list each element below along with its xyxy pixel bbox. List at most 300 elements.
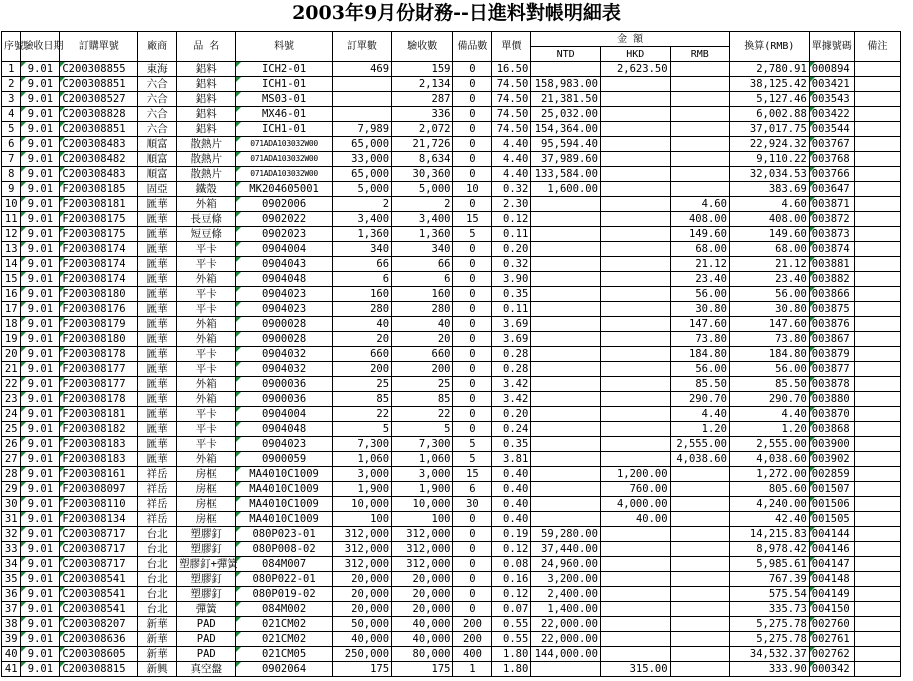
remark-cell [854, 632, 900, 647]
header-unit-price: 單價 [492, 32, 531, 62]
ntd-cell [531, 242, 601, 257]
seq-cell: 23 [2, 392, 21, 407]
remark-cell [854, 497, 900, 512]
order-qty-cell: 469 [332, 62, 391, 77]
ntd-cell [531, 197, 601, 212]
rmb-cell: 23.40 [670, 272, 729, 287]
remark-cell [854, 437, 900, 452]
table-row [2, 182, 901, 197]
table-row [2, 197, 901, 212]
remark-cell [854, 617, 900, 632]
date-cell: 9.01 [21, 437, 60, 452]
received-qty-cell: 10,000 [392, 497, 453, 512]
part-no-cell: 0904048 [236, 422, 332, 437]
order-no-cell: F200308183 [60, 452, 138, 467]
hkd-cell [600, 557, 670, 572]
converted-cell: 5,275.78 [729, 632, 809, 647]
table-row [2, 167, 901, 182]
unit-price-cell: 16.50 [492, 62, 531, 77]
header-hkd: HKD [600, 47, 670, 62]
table-row [2, 227, 901, 242]
order-no-cell: F200308180 [60, 287, 138, 302]
vendor-cell: 新華 [138, 632, 177, 647]
part-no-cell: 0900028 [236, 332, 332, 347]
vendor-cell: 台北 [138, 572, 177, 587]
date-cell: 9.01 [21, 392, 60, 407]
seq-cell: 22 [2, 377, 21, 392]
order-no-cell: F200308097 [60, 482, 138, 497]
table-row [2, 632, 901, 647]
ntd-cell [531, 662, 601, 677]
part-no-cell: 0902064 [236, 662, 332, 677]
ntd-cell [531, 422, 601, 437]
unit-price-cell: 4.40 [492, 137, 531, 152]
ntd-cell: 95,594.40 [531, 137, 601, 152]
payment-no-cell: 004146 [809, 542, 854, 557]
rmb-cell [670, 497, 729, 512]
part-no-cell: 0902023 [236, 227, 332, 242]
unit-price-cell: 0.12 [492, 212, 531, 227]
vendor-cell: 台北 [138, 527, 177, 542]
part-no-cell: 0900036 [236, 392, 332, 407]
table-row [2, 137, 901, 152]
part-no-cell: MX46-01 [236, 107, 332, 122]
date-cell: 9.01 [21, 557, 60, 572]
product-cell: 鋁料 [177, 107, 236, 122]
received-qty-cell: 2,072 [392, 122, 453, 137]
unit-price-cell: 3.42 [492, 392, 531, 407]
product-cell: 短豆條 [177, 227, 236, 242]
seq-cell: 13 [2, 242, 21, 257]
order-qty-cell [332, 107, 391, 122]
payment-no-cell: 001507 [809, 482, 854, 497]
vendor-cell: 匯華 [138, 347, 177, 362]
part-no-cell: 021CM05 [236, 647, 332, 662]
remark-cell [854, 317, 900, 332]
remark-cell [854, 377, 900, 392]
spare-qty-cell: 0 [453, 407, 492, 422]
ntd-cell [531, 212, 601, 227]
hkd-cell: 1,200.00 [600, 467, 670, 482]
table-row [2, 287, 901, 302]
unit-price-cell: 0.28 [492, 362, 531, 377]
order-qty-cell: 660 [332, 347, 391, 362]
payment-no-cell: 003873 [809, 227, 854, 242]
hkd-cell [600, 212, 670, 227]
seq-cell: 3 [2, 92, 21, 107]
table-row [2, 647, 901, 662]
product-cell: 平卡 [177, 257, 236, 272]
seq-cell: 14 [2, 257, 21, 272]
date-cell: 9.01 [21, 362, 60, 377]
date-cell: 9.01 [21, 332, 60, 347]
ntd-cell [531, 332, 601, 347]
remark-cell [854, 572, 900, 587]
hkd-cell [600, 347, 670, 362]
table-row [2, 452, 901, 467]
received-qty-cell: 1,900 [392, 482, 453, 497]
payment-no-cell: 001505 [809, 512, 854, 527]
date-cell: 9.01 [21, 482, 60, 497]
order-qty-cell: 7,989 [332, 122, 391, 137]
received-qty-cell: 1,360 [392, 227, 453, 242]
product-cell: 房框 [177, 467, 236, 482]
vendor-cell: 匯華 [138, 377, 177, 392]
vendor-cell: 匯華 [138, 422, 177, 437]
seq-cell: 26 [2, 437, 21, 452]
header-part-no: 料號 [236, 32, 332, 62]
seq-cell: 30 [2, 497, 21, 512]
unit-price-cell: 4.40 [492, 167, 531, 182]
converted-cell: 1.20 [729, 422, 809, 437]
vendor-cell: 匯華 [138, 362, 177, 377]
unit-price-cell: 0.20 [492, 242, 531, 257]
seq-cell: 24 [2, 407, 21, 422]
converted-cell: 383.69 [729, 182, 809, 197]
converted-cell: 408.00 [729, 212, 809, 227]
hkd-cell [600, 257, 670, 272]
product-cell: 平卡 [177, 437, 236, 452]
unit-price-cell: 0.24 [492, 422, 531, 437]
order-qty-cell: 10,000 [332, 497, 391, 512]
ntd-cell: 1,600.00 [531, 182, 601, 197]
hkd-cell [600, 152, 670, 167]
product-cell: 平卡 [177, 242, 236, 257]
part-no-cell: MA4010C1009 [236, 497, 332, 512]
unit-price-cell: 0.35 [492, 437, 531, 452]
ntd-cell [531, 467, 601, 482]
date-cell: 9.01 [21, 617, 60, 632]
converted-cell: 73.80 [729, 332, 809, 347]
header-rmb: RMB [670, 47, 729, 62]
ntd-cell [531, 317, 601, 332]
table-row [2, 77, 901, 92]
converted-cell: 333.90 [729, 662, 809, 677]
payment-no-cell: 004147 [809, 557, 854, 572]
spare-qty-cell: 0 [453, 362, 492, 377]
hkd-cell: 315.00 [600, 662, 670, 677]
rmb-cell [670, 662, 729, 677]
seq-cell: 32 [2, 527, 21, 542]
ntd-cell: 22,000.00 [531, 632, 601, 647]
received-qty-cell: 660 [392, 347, 453, 362]
part-no-cell: 071ADA103032W00 [236, 167, 332, 182]
spare-qty-cell: 15 [453, 212, 492, 227]
seq-cell: 16 [2, 287, 21, 302]
table-row [2, 602, 901, 617]
rmb-cell [670, 572, 729, 587]
converted-cell: 5,985.61 [729, 557, 809, 572]
rmb-cell: 2,555.00 [670, 437, 729, 452]
vendor-cell: 祥岳 [138, 482, 177, 497]
order-no-cell: C200308851 [60, 77, 138, 92]
seq-cell: 28 [2, 467, 21, 482]
order-no-cell: F200308183 [60, 437, 138, 452]
remark-cell [854, 467, 900, 482]
received-qty-cell: 100 [392, 512, 453, 527]
order-qty-cell: 20,000 [332, 602, 391, 617]
part-no-cell: 080P023-01 [236, 527, 332, 542]
order-no-cell: F200308175 [60, 227, 138, 242]
converted-cell: 5,275.78 [729, 617, 809, 632]
vendor-cell: 匯華 [138, 452, 177, 467]
rmb-cell [670, 647, 729, 662]
spare-qty-cell: 0 [453, 167, 492, 182]
hkd-cell [600, 92, 670, 107]
part-no-cell: 0902006 [236, 197, 332, 212]
table-row [2, 257, 901, 272]
unit-price-cell: 74.50 [492, 107, 531, 122]
table-row [2, 107, 901, 122]
order-no-cell: C200308717 [60, 557, 138, 572]
converted-cell: 14,215.83 [729, 527, 809, 542]
part-no-cell: 0902022 [236, 212, 332, 227]
part-no-cell: 0904004 [236, 407, 332, 422]
vendor-cell: 匯華 [138, 227, 177, 242]
table-body [2, 62, 901, 677]
spare-qty-cell: 0 [453, 152, 492, 167]
ntd-cell [531, 452, 601, 467]
rmb-cell [670, 482, 729, 497]
order-no-cell: F200308178 [60, 392, 138, 407]
received-qty-cell: 2,134 [392, 77, 453, 92]
order-no-cell: C200308541 [60, 587, 138, 602]
order-no-cell: F200308174 [60, 272, 138, 287]
rmb-cell: 73.80 [670, 332, 729, 347]
rmb-cell: 21.12 [670, 257, 729, 272]
header-spare-qty: 備品數 [453, 32, 492, 62]
vendor-cell: 匯華 [138, 287, 177, 302]
vendor-cell: 匯華 [138, 242, 177, 257]
order-qty-cell: 280 [332, 302, 391, 317]
unit-price-cell: 0.20 [492, 407, 531, 422]
spare-qty-cell: 200 [453, 617, 492, 632]
order-no-cell: C200308828 [60, 107, 138, 122]
spare-qty-cell: 0 [453, 107, 492, 122]
order-qty-cell: 65,000 [332, 137, 391, 152]
ntd-cell [531, 257, 601, 272]
hkd-cell [600, 452, 670, 467]
date-cell: 9.01 [21, 467, 60, 482]
ntd-cell: 133,584.00 [531, 167, 601, 182]
ntd-cell [531, 392, 601, 407]
order-no-cell: F200308181 [60, 407, 138, 422]
unit-price-cell: 0.16 [492, 572, 531, 587]
order-qty-cell: 312,000 [332, 557, 391, 572]
vendor-cell: 台北 [138, 557, 177, 572]
date-cell: 9.01 [21, 227, 60, 242]
date-cell: 9.01 [21, 347, 60, 362]
spare-qty-cell: 0 [453, 287, 492, 302]
payment-no-cell: 000894 [809, 62, 854, 77]
seq-cell: 15 [2, 272, 21, 287]
rmb-cell [670, 62, 729, 77]
received-qty-cell: 5 [392, 422, 453, 437]
table-row [2, 467, 901, 482]
vendor-cell: 匯華 [138, 197, 177, 212]
unit-price-cell: 0.40 [492, 497, 531, 512]
order-qty-cell: 6 [332, 272, 391, 287]
rmb-cell [670, 152, 729, 167]
seq-cell: 4 [2, 107, 21, 122]
product-cell: 平卡 [177, 287, 236, 302]
converted-cell: 147.60 [729, 317, 809, 332]
product-cell: 外箱 [177, 317, 236, 332]
part-no-cell: 084M007 [236, 557, 332, 572]
payment-no-cell: 003876 [809, 317, 854, 332]
date-cell: 9.01 [21, 152, 60, 167]
date-cell: 9.01 [21, 302, 60, 317]
payment-no-cell: 003900 [809, 437, 854, 452]
rmb-cell [670, 107, 729, 122]
converted-cell: 8,978.42 [729, 542, 809, 557]
received-qty-cell: 66 [392, 257, 453, 272]
remark-cell [854, 542, 900, 557]
seq-cell: 1 [2, 62, 21, 77]
received-qty-cell: 340 [392, 242, 453, 257]
hkd-cell [600, 137, 670, 152]
received-qty-cell: 175 [392, 662, 453, 677]
seq-cell: 34 [2, 557, 21, 572]
product-cell: 鋁料 [177, 77, 236, 92]
date-cell: 9.01 [21, 197, 60, 212]
hkd-cell [600, 167, 670, 182]
order-no-cell: C200308851 [60, 122, 138, 137]
part-no-cell: MA4010C1009 [236, 512, 332, 527]
spare-qty-cell: 0 [453, 257, 492, 272]
order-qty-cell: 3,400 [332, 212, 391, 227]
vendor-cell: 祥岳 [138, 497, 177, 512]
rmb-cell: 4.60 [670, 197, 729, 212]
converted-cell: 21.12 [729, 257, 809, 272]
date-cell: 9.01 [21, 167, 60, 182]
order-no-cell: F200308174 [60, 257, 138, 272]
remark-cell [854, 347, 900, 362]
vendor-cell: 台北 [138, 587, 177, 602]
ntd-cell: 37,440.00 [531, 542, 601, 557]
payment-no-cell: 003870 [809, 407, 854, 422]
remark-cell [854, 452, 900, 467]
hkd-cell [600, 272, 670, 287]
payment-no-cell: 003544 [809, 122, 854, 137]
payment-no-cell: 003879 [809, 347, 854, 362]
order-no-cell: C200308207 [60, 617, 138, 632]
order-qty-cell: 20,000 [332, 572, 391, 587]
received-qty-cell: 20,000 [392, 572, 453, 587]
order-no-cell: F200308174 [60, 242, 138, 257]
received-qty-cell: 7,300 [392, 437, 453, 452]
date-cell: 9.01 [21, 602, 60, 617]
payment-no-cell: 004150 [809, 602, 854, 617]
table-row [2, 122, 901, 137]
payment-no-cell: 003902 [809, 452, 854, 467]
spare-qty-cell: 6 [453, 482, 492, 497]
table-row [2, 92, 901, 107]
rmb-cell: 85.50 [670, 377, 729, 392]
spare-qty-cell: 0 [453, 62, 492, 77]
product-cell: 鋁料 [177, 62, 236, 77]
received-qty-cell: 336 [392, 107, 453, 122]
product-cell: 塑膠釘 [177, 572, 236, 587]
header-received-qty: 驗收數 [392, 32, 453, 62]
table-row [2, 662, 901, 677]
product-cell: 鋁料 [177, 122, 236, 137]
header-row-1 [2, 32, 901, 47]
unit-price-cell: 3.69 [492, 317, 531, 332]
remark-cell [854, 362, 900, 377]
date-cell: 9.01 [21, 572, 60, 587]
order-qty-cell: 20,000 [332, 587, 391, 602]
seq-cell: 39 [2, 632, 21, 647]
spare-qty-cell: 400 [453, 647, 492, 662]
order-qty-cell: 7,300 [332, 437, 391, 452]
hkd-cell [600, 317, 670, 332]
order-qty-cell: 312,000 [332, 527, 391, 542]
seq-cell: 27 [2, 452, 21, 467]
hkd-cell [600, 227, 670, 242]
spare-qty-cell: 0 [453, 332, 492, 347]
table-row [2, 347, 901, 362]
rmb-cell: 4.40 [670, 407, 729, 422]
seq-cell: 17 [2, 302, 21, 317]
vendor-cell: 順富 [138, 167, 177, 182]
unit-price-cell: 1.80 [492, 647, 531, 662]
rmb-cell: 184.80 [670, 347, 729, 362]
received-qty-cell: 40,000 [392, 632, 453, 647]
unit-price-cell: 0.12 [492, 542, 531, 557]
product-cell: 真空盤 [177, 662, 236, 677]
part-no-cell: 0900036 [236, 377, 332, 392]
order-qty-cell: 66 [332, 257, 391, 272]
converted-cell: 335.73 [729, 602, 809, 617]
received-qty-cell: 312,000 [392, 527, 453, 542]
converted-cell: 56.00 [729, 362, 809, 377]
order-no-cell: F200308177 [60, 362, 138, 377]
converted-cell: 37,017.75 [729, 122, 809, 137]
payment-no-cell: 000342 [809, 662, 854, 677]
received-qty-cell: 160 [392, 287, 453, 302]
part-no-cell: 080P022-01 [236, 572, 332, 587]
spare-qty-cell: 0 [453, 197, 492, 212]
hkd-cell [600, 422, 670, 437]
payment-no-cell: 003767 [809, 137, 854, 152]
unit-price-cell: 0.12 [492, 587, 531, 602]
converted-cell: 42.40 [729, 512, 809, 527]
table-row [2, 272, 901, 287]
rmb-cell [670, 167, 729, 182]
ntd-cell [531, 407, 601, 422]
seq-cell: 8 [2, 167, 21, 182]
order-qty-cell: 250,000 [332, 647, 391, 662]
rmb-cell [670, 602, 729, 617]
product-cell: 鐵殼 [177, 182, 236, 197]
rmb-cell [670, 77, 729, 92]
payment-no-cell: 004149 [809, 587, 854, 602]
rmb-cell [670, 122, 729, 137]
order-no-cell: F200308161 [60, 467, 138, 482]
part-no-cell: ICH2-01 [236, 62, 332, 77]
date-cell: 9.01 [21, 377, 60, 392]
spare-qty-cell: 0 [453, 512, 492, 527]
order-no-cell: C200308717 [60, 542, 138, 557]
header-order-qty: 訂單數 [332, 32, 391, 62]
vendor-cell: 東海 [138, 62, 177, 77]
date-cell: 9.01 [21, 182, 60, 197]
product-cell: 房框 [177, 512, 236, 527]
seq-cell: 7 [2, 152, 21, 167]
header-payment-no: 單據號碼 [809, 32, 854, 62]
hkd-cell [600, 362, 670, 377]
